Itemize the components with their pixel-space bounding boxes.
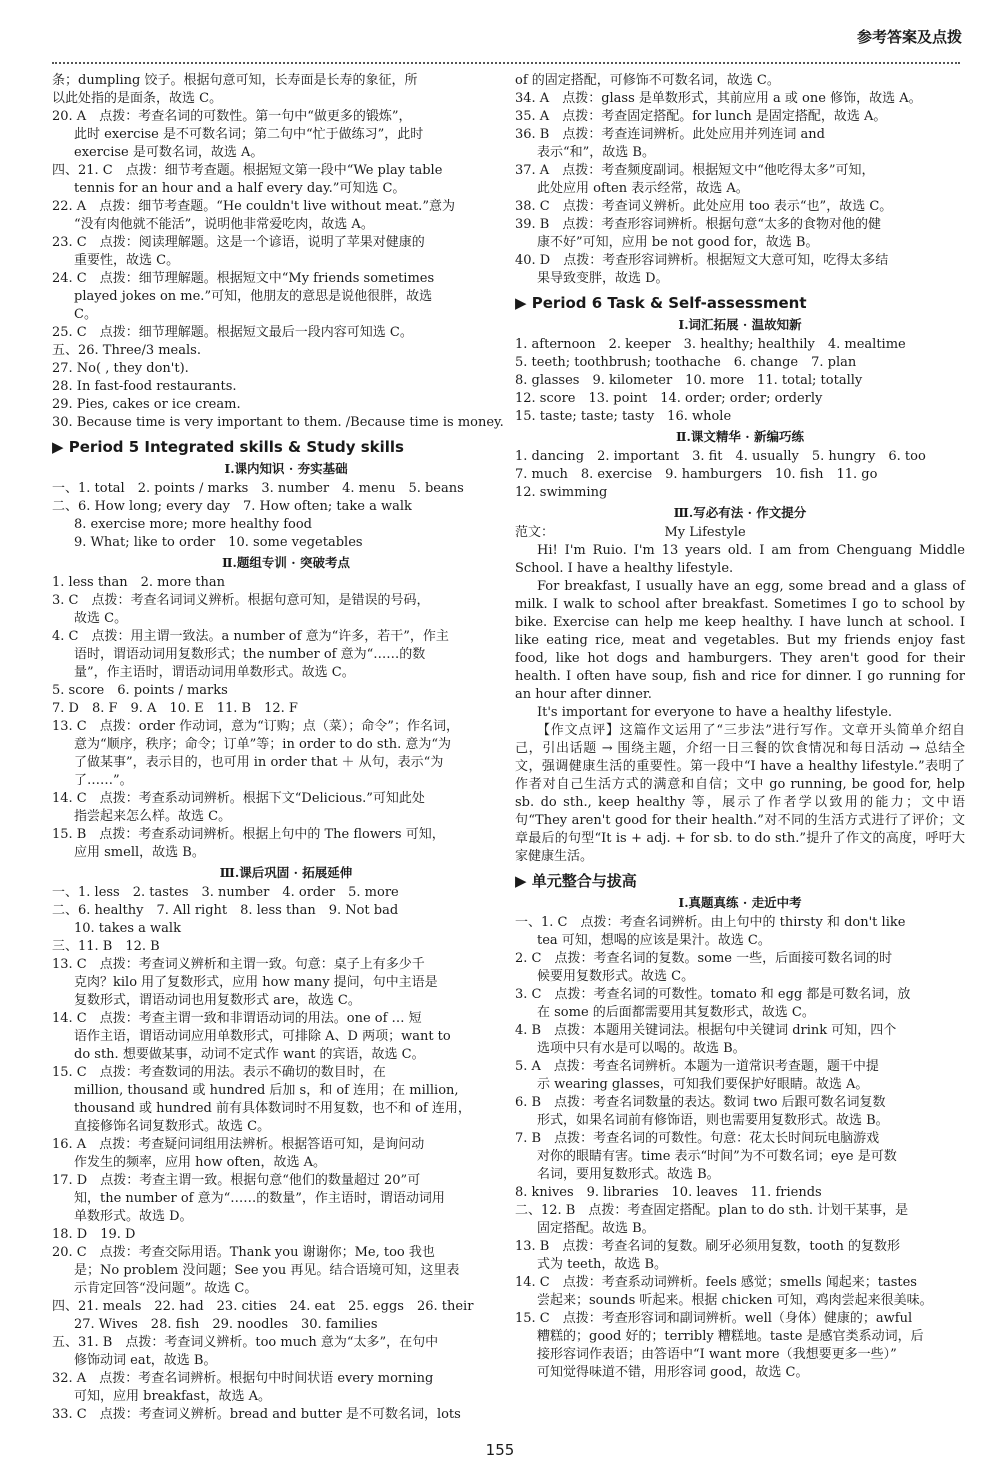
answer-line-continued: 在 some 的后面都需要用其复数形式，故选 C。 [537,1005,815,1020]
subsection-heading: Ⅲ.写必有法 · 作文提分 [673,505,807,520]
page-header: 参考答案及点拨 [856,28,962,46]
answer-line: 7. B 点拨：考查名词的可数性。句意：花太长时间玩电脑游戏 [515,1131,880,1146]
answer-line-continued: 了……”。 [74,773,133,788]
answer-line: 18. D 19. D [52,1227,136,1242]
answer-line: 4. B 点拨：本题用关键词法。根据句中关键词 drink 可知，四个 [515,1023,897,1038]
answer-line-continued: 9. What; like to order 10. some vegetables [74,535,363,550]
answer-line: 范文： My Lifestyle [515,525,746,540]
right-column [515,72,965,1382]
answer-line-continued: 复数形式，谓语动词也用复数形式 are，故选 C。 [74,993,361,1008]
answer-line: 1. afternoon 2. keeper 3. healthy; healthily 4. mealtime [515,337,906,352]
answer-line: 3. C 点拨：考查名词的可数性。tomato 和 egg 都是可数名词，放 [515,987,911,1002]
answer-line-continued: 选项中只有水是可以喝的。故选 B。 [537,1041,746,1056]
answer-line: 5. A 点拨：考查名词辨析。本题为一道常识考查题，题干中提 [515,1059,879,1074]
essay-paragraph: 【作文点评】这篇作文运用了“三步法”进行写作。文章开头简单介绍自己，引出话题 → 围绕主题，介绍一日三餐的饮食情况和每日活动 → 总结全文，强调健康生活的重要性。第一段中“I have a healthy lifestyle.”表明了作者对自己生活方式的满意和自信；文中 go running, be good for, help sb. do sth., keep healthy 等，展示了作者学以致用的能力；文中语句“They aren't good for their health.”对不同的生活方式进行了评价；文章最后的句型“It is + adj. + for sb. to do sth.”提升了作文的高度，呼吁大家健康生活。 [515,723,965,864]
answer-line-continued: C。 [74,307,97,322]
answer-line-continued: 示肯定回答“没问题”。故选 C。 [74,1281,258,1296]
answer-line-continued: 果导致变胖，故选 D。 [537,271,669,286]
answer-line: 14. C 点拨：考查系动词辨析。feels 感觉；smells 闻起来；tastes [515,1275,917,1290]
answer-line: 13. C 点拨：考查词义辨析和主谓一致。句意：桌子上有多少千 [52,957,425,972]
answer-line-continued: 语作主语，谓语动词应用单数形式，可排除 A、D 两项；want to [74,1029,451,1044]
answer-line: 40. D 点拨：考查形容词辨析。根据短文大意可知，吃得太多结 [515,253,889,268]
answer-line-continued: 此时 exercise 是不可数名词；第二句中“忙于做练习”，此时 [74,127,424,142]
answer-line-continued: “没有肉他就不能活”，说明他非常爱吃肉，故选 A。 [74,217,374,232]
answer-line: 27. No( , they don't). [52,361,189,376]
answer-line-continued: 康不好”可知，应用 be not good for，故选 B。 [537,235,819,250]
answer-line-continued: 此处应用 often 表示经常，故选 A。 [537,181,749,196]
answer-line: 14. C 点拨：考查主谓一致和非谓语动词的用法。one of … 短 [52,1011,422,1026]
answer-line-continued: 对你的眼睛有害。time 表示“时间”为不可数名词；eye 是可数 [537,1149,897,1164]
answer-line: 5. score 6. points / marks [52,683,228,698]
answer-line-continued: thousand 或 hundred 前有具体数词时不用复数，也不和 of 连用， [74,1101,471,1116]
section-heading: ▶ 单元整合与拔高 [515,872,965,890]
answer-line-continued: 8. exercise more; more healthy food [74,517,313,532]
answer-line: 23. C 点拨：阅读理解题。这是一个谚语，说明了苹果对健康的 [52,235,425,250]
page-number: 155 [485,1441,515,1459]
answer-line: 一、1. total 2. points / marks 3. number 4. menu 5. beans [52,481,464,496]
essay-paragraph: It's important for everyone to have a healthy lifestyle. [537,705,893,720]
answer-line-continued: tea 可知，想喝的应该是果汁。故选 C。 [537,933,771,948]
subsection-heading: Ⅲ.课后巩固 · 拓展延伸 [219,865,353,880]
answer-line-continued: 糟糕的；good 好的；terribly 糟糕地。taste 是感官类系动词，后 [537,1329,924,1344]
answer-line: 一、1. less 2. tastes 3. number 4. order 5. more [52,885,399,900]
answer-line: 二、12. B 点拨：考查固定搭配。plan to do sth. 计划干某事，是 [515,1203,909,1218]
answer-line: 8. knives 9. libraries 10. leaves 11. friends [515,1185,822,1200]
subsection-heading: Ⅰ.课内知识 · 夯实基础 [224,461,348,476]
answer-line-continued: exercise 是可数名词，故选 A。 [74,145,264,160]
answer-line-continued: 直接修饰名词复数形式。故选 C。 [74,1119,271,1134]
answer-line-continued: 27. Wives 28. fish 29. noodles 30. families [74,1317,378,1332]
answer-line: 四、21. C 点拨：细节考查题。根据短文第一段中“We play table [52,163,443,178]
left-column [52,72,520,1424]
answer-line: 5. teeth; toothbrush; toothache 6. change 7. plan [515,355,857,370]
answer-line: 30. Because time is very important to them. /Because time is money. [52,415,504,430]
answer-line: 36. B 点拨：考查连词辨析。此处应用并列连词 and [515,127,825,142]
subsection-heading: Ⅰ.词汇拓展 · 温故知新 [678,317,802,332]
section-heading: ▶ Period 6 Task & Self-assessment [515,294,965,312]
answer-line-continued: 尝起来；sounds 听起来。根据 chicken 可知，鸡肉尝起来很美味。 [537,1293,933,1308]
essay-paragraph: Hi! I'm Ruio. I'm 13 years old. I am from Chenguang Middle School. I have a healthy lifestyle. [515,543,965,576]
answer-line-continued: 式为 teeth，故选 B。 [537,1257,668,1272]
answer-line-continued: 故选 C。 [74,611,128,626]
answer-line: 15. B 点拨：考查系动词辨析。根据上句中的 The flowers 可知， [52,827,445,842]
answer-line: 20. A 点拨：考查名词的可数性。第一句中“做更多的锻炼”， [52,109,412,124]
answer-line: 1. less than 2. more than [52,575,226,590]
answer-line: 五、31. B 点拨：考查词义辨析。too much 意为“太多”，在句中 [52,1335,439,1350]
answer-line: of 的固定搭配，可修饰不可数名词，故选 C。 [515,73,780,88]
answer-line-continued: 10. takes a walk [74,921,181,936]
answer-line: 33. C 点拨：考查词义辨析。bread and butter 是不可数名词，lots [52,1407,461,1422]
answer-line-continued: 重要性，故选 C。 [74,253,180,268]
answer-line: 24. C 点拨：细节理解题。根据短文中“My friends sometimes [52,271,435,286]
subsection-heading: Ⅱ.题组专训 · 突破考点 [222,555,350,570]
answer-line-continued: 候要用复数形式。故选 C。 [537,969,695,984]
answer-line: 四、21. meals 22. had 23. cities 24. eat 25. eggs 26. their [52,1299,474,1314]
answer-line-continued: tennis for an hour and a half every day.”可知选 C。 [74,181,406,196]
answer-line-continued: 是；No problem 没问题；See you 再见。结合语境可知，这里表 [74,1263,460,1278]
answer-line: 37. A 点拨：考查频度副词。根据短文中“他吃得太多”可知， [515,163,875,178]
answer-line: 14. C 点拨：考查系动词辨析。根据下文“Delicious.”可知此处 [52,791,425,806]
answer-line: 五、26. Three/3 meals. [52,343,201,358]
answer-line: 38. C 点拨：考查词义辨析。此处应用 too 表示“也”，故选 C。 [515,199,893,214]
answer-line-continued: 意为“顺序，秩序；命令；订单”等；in order to do sth. 意为“为 [74,737,452,752]
answer-line-continued: 指尝起来怎么样。故选 C。 [74,809,232,824]
answer-line-continued: 修饰动词 eat，故选 B。 [74,1353,217,1368]
answer-line: 17. D 点拨：考查主谓一致。根据句意“他们的数量超过 20”可 [52,1173,421,1188]
answer-line: 7. D 8. F 9. A 10. E 11. B 12. F [52,701,298,716]
answer-line-continued: 了做某事”，表示目的，也可用 in order that ＋ 从句，表示“为 [74,755,444,770]
answer-line-continued: played jokes on me.”可知，他朋友的意思是说他很胖，故选 [74,289,433,304]
header-rule [52,62,960,64]
answer-line-continued: million, thousand 或 hundred 后加 s，和 of 连用；在 million, [74,1083,459,1098]
answer-line-continued: 表示“和”，故选 B。 [537,145,655,160]
answer-line: 以此处指的是面条，故选 C。 [52,91,223,106]
answer-line-continued: 可知觉得味道不错，用形容词 good，故选 C。 [537,1365,809,1380]
answer-line: 二、6. healthy 7. All right 8. less than 9. Not bad [52,903,399,918]
answer-line: 15. C 点拨：考查数词的用法。表示不确切的数目时，在 [52,1065,386,1080]
answer-line: 条；dumpling 饺子。根据句意可知，长寿面是长寿的象征，所 [52,73,418,88]
answer-line-continued: 接形容词作表语；由答语中“I want more（我想要更多一些）” [537,1347,897,1362]
answer-line-continued: 量”，作主语时，谓语动词用单数形式。故选 C。 [74,665,355,680]
answer-line: 35. A 点拨：考查固定搭配。for lunch 是固定搭配，故选 A。 [515,109,887,124]
answer-line: 25. C 点拨：细节理解题。根据短文最后一段内容可知选 C。 [52,325,413,340]
subsection-heading: Ⅱ.课文精华 · 新编巧练 [676,429,804,444]
answer-line: 12. swimming [515,485,608,500]
answer-line: 三、11. B 12. B [52,939,160,954]
section-heading: ▶ Period 5 Integrated skills & Study skills [52,438,520,456]
answer-line: 15. taste; taste; tasty 16. whole [515,409,732,424]
answer-line: 29. Pies, cakes or ice cream. [52,397,241,412]
answer-line-continued: 形式，如果名词前有修饰语，则也需要用复数形式。故选 B。 [537,1113,889,1128]
answer-line: 一、1. C 点拨：考查名词辨析。由上句中的 thirsty 和 don't like [515,915,906,930]
answer-line: 15. C 点拨：考查形容词和副词辨析。well（身体）健康的；awful [515,1311,913,1326]
answer-line-continued: 克肉？kilo 用了复数形式，应用 how many 提问，句中主语是 [74,975,438,990]
answer-line-continued: do sth. 想要做某事，动词不定式作 want 的宾语，故选 C。 [74,1047,425,1062]
answer-line: 39. B 点拨：考查形容词辨析。根据句意“太多的食物对他的健 [515,217,882,232]
subsection-heading: Ⅰ.真题真练 · 走近中考 [678,895,802,910]
answer-line: 16. A 点拨：考查疑问词组用法辨析。根据答语可知，是询问动 [52,1137,425,1152]
answer-line-continued: 固定搭配。故选 B。 [537,1221,655,1236]
answer-line-continued: 知，the number of 意为“……的数量”，作主语时，谓语动词用 [74,1191,445,1206]
answer-line-continued: 应用 smell，故选 B。 [74,845,205,860]
answer-line: 二、6. How long; every day 7. How often; take a walk [52,499,412,514]
answer-line-continued: 作发生的频率，应用 how often，故选 A。 [74,1155,327,1170]
essay-paragraph: For breakfast, I usually have an egg, some bread and a glass of milk. I walk to school after breakfast. Sometimes I go to school by bike. Exercise can help me keep healthy. I have lunch at school. I like eating rice, meat and vegetables. But my friends enjoy fast food, like hot dogs and hamburgers. They aren't good for their health. I often have soup, fish and rice for dinner. I go running for an hour after dinner. [515,579,965,702]
answer-line: 32. A 点拨：考查名词辨析。根据句中时间状语 every morning [52,1371,434,1386]
answer-line-continued: 示 wearing glasses，可知我们要保护好眼睛。故选 A。 [537,1077,869,1092]
answer-line: 34. A 点拨：glass 是单数形式，其前应用 a 或 one 修饰，故选 A。 [515,91,922,106]
answer-line-continued: 单数形式。故选 D。 [74,1209,193,1224]
answer-line: 13. C 点拨：order 作动词，意为“订购；点（菜）；命令”；作名词， [52,719,459,734]
answer-line: 22. A 点拨：细节考查题。“He couldn't live without meat.”意为 [52,199,455,214]
answer-line: 28. In fast-food restaurants. [52,379,237,394]
answer-line-continued: 可知，应用 breakfast，故选 A。 [74,1389,271,1404]
answer-line: 1. dancing 2. important 3. fit 4. usually 5. hungry 6. too [515,449,926,464]
answer-line-continued: 名词，要用复数形式。故选 B。 [537,1167,720,1182]
answer-line: 7. much 8. exercise 9. hamburgers 10. fish 11. go [515,467,878,482]
answer-line: 20. C 点拨：考查交际用语。Thank you 谢谢你；Me, too 我也 [52,1245,435,1260]
answer-line: 2. C 点拨：考查名词的复数。some 一些，后面接可数名词的时 [515,951,893,966]
answer-line: 8. glasses 9. kilometer 10. more 11. total; totally [515,373,863,388]
answer-line: 12. score 13. point 14. order; order; orderly [515,391,823,406]
answer-line: 13. B 点拨：考查名词的复数。刷牙必须用复数，tooth 的复数形 [515,1239,900,1254]
answer-line: 3. C 点拨：考查名词词义辨析。根据句意可知，是错误的号码， [52,593,430,608]
answer-line: 4. C 点拨：用主谓一致法。a number of 意为“许多，若干”，作主 [52,629,449,644]
answer-line: 6. B 点拨：考查名词数量的表达。数词 two 后跟可数名词复数 [515,1095,886,1110]
answer-line-continued: 语时，谓语动词用复数形式；the number of 意为“……的数 [74,647,426,662]
